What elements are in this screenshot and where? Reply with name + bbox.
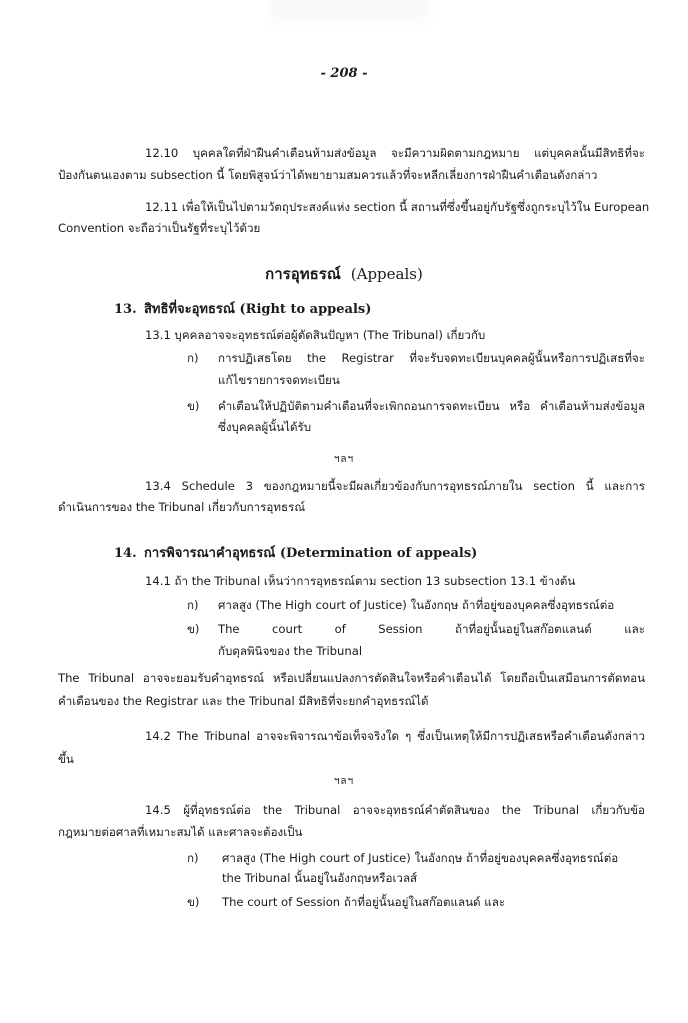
para-13-4-line-1: 13.4 Schedule 3 ของกฎหมายนี้จะมีผลเกี่ยวข้องกับการอุทธรณ์ภายใน section นี้ และการ	[145, 479, 645, 493]
item-14-5-a-line-2: the Tribunal นั้นอยู่ในอังกฤษหรือเวลส์	[222, 871, 418, 885]
ellipsis-marker: ฯลฯ	[333, 454, 355, 465]
para-13-4-line-2: ดำเนินการของ the Tribunal เกี่ยวกับการอุทธรณ์	[58, 500, 306, 514]
section-13-heading	[114, 298, 371, 319]
ellipsis-marker-2: ฯลฯ	[333, 776, 355, 787]
section-14-title: การพิจารณาคำอุทธรณ์ (Determination of appeals)	[144, 546, 478, 561]
item-14-1-b-line-1: The court of Session ถ้าที่อยู่นั้นอยู่ในสก๊อตแลนด์ และ	[218, 622, 645, 636]
item-13-1-b-line-2: ซึ่งบุคคลผู้นั้นได้รับ	[218, 420, 312, 434]
item-13-1-b-line-1: คำเตือนให้ปฏิบัติตามคำเตือนที่จะเพิกถอนการจดทะเบียน หรือ คำเตือนห้ามส่งข้อมูล	[218, 399, 645, 413]
para-14-1: 14.1 ถ้า the Tribunal เห็นว่าการอุทธรณ์ตาม section 13 subsection 13.1 ข้างต้น	[145, 574, 576, 588]
para-13-1: 13.1 บุคคลอาจจะอุทธรณ์ต่อผู้ตัดสินปัญหา (The Tribunal) เกี่ยวกับ	[145, 328, 486, 342]
para-12-11-line-1: 12.11 เพื่อให้เป็นไปตามวัตถุประสงค์แห่ง section นี้ สถานที่ซึ่งขึ้นอยู่กับรัฐซึ่งถูกระบุไว้ใน European	[145, 200, 650, 214]
tribunal-para-line-1: The Tribunal อาจจะยอมรับคำอุทธรณ์ หรือเปลี่ยนแปลงการตัดสินใจหรือคำเตือนได้ โดยถือเป็นเสมือนการตัดทอน	[58, 671, 645, 685]
para-14-2-line-1: 14.2 The Tribunal อาจจะพิจารณาข้อเท็จจริงใด ๆ ซึ่งเป็นเหตุให้มีการปฏิเสธหรือคำเตือนดังกล่าว	[145, 729, 645, 743]
section-14-number: 14.	[114, 546, 137, 561]
item-14-1-b-line-2: กับดุลพินิจของ the Tribunal	[218, 644, 363, 658]
item-14-1-a-marker: ก)	[187, 598, 199, 612]
para-14-2-line-2: ขึ้น	[58, 752, 74, 766]
para-12-11-line-2: Convention จะถือว่าเป็นรัฐที่ระบุไว้ด้วย	[58, 221, 261, 235]
item-14-5-b-marker: ข)	[187, 895, 200, 909]
para-12-10-line-1: 12.10 บุคคลใดที่ฝ่าฝืนคำเตือนห้ามส่งข้อมูล จะมีความผิดตามกฎหมาย แต่บุคคลนั้นมีสิทธิที่จะ	[145, 146, 645, 160]
item-14-5-b-line-1: The court of Session ถ้าที่อยู่นั้นอยู่ในสก๊อตแลนด์ และ	[222, 895, 506, 909]
section-13-number: 13.	[114, 302, 137, 317]
item-13-1-a-marker: ก)	[187, 351, 199, 365]
page-number: - 208 -	[320, 66, 368, 81]
chapter-heading-thai: การอุทธรณ์	[265, 265, 341, 283]
item-13-1-b-marker: ข)	[187, 399, 200, 413]
bleed-through-mark	[270, 0, 430, 30]
item-13-1-a-line-1: การปฏิเสธโดย the Registrar ที่จะรับจดทะเบียนบุคคลผู้นั้นหรือการปฏิเสธที่จะ	[218, 351, 645, 365]
item-13-1-a-line-2: แก้ไขรายการจดทะเบียน	[218, 373, 340, 387]
para-14-5-line-2: กฎหมายต่อศาลที่เหมาะสมได้ และศาลจะต้องเป็น	[58, 825, 303, 839]
item-14-5-a-line-1: ศาลสูง (The High court of Justice) ในอังกฤษ ถ้าที่อยู่ของบุคคลซึ่งอุทธรณ์ต่อ	[222, 851, 619, 865]
chapter-heading	[0, 262, 688, 286]
section-13-title: สิทธิที่จะอุทธรณ์ (Right to appeals)	[144, 302, 372, 317]
section-14-heading	[114, 542, 477, 563]
tribunal-para-line-2: คำเตือนของ the Registrar และ the Tribunal มีสิทธิที่จะยกคำอุทธรณ์ได้	[58, 694, 429, 708]
item-14-1-b-marker: ข)	[187, 622, 200, 636]
item-14-1-a-line-1: ศาลสูง (The High court of Justice) ในอังกฤษ ถ้าที่อยู่ของบุคคลซึ่งอุทธรณ์ต่อ	[218, 598, 615, 612]
chapter-heading-english: (Appeals)	[350, 265, 423, 283]
para-14-5-line-1: 14.5 ผู้ที่อุทธรณ์ต่อ the Tribunal อาจจะอุทธรณ์คำตัดสินของ the Tribunal เกี่ยวกับข้อ	[145, 803, 645, 817]
item-14-5-a-marker: ก)	[187, 851, 199, 865]
para-12-10-line-2: ป้องกันตนเองตาม subsection นี้ โดยพิสูจน์ว่าได้พยายามสมควรแล้วที่จะหลีกเลี่ยงการฝ่าฝืนคำเตือนดังกล่าว	[58, 168, 598, 182]
